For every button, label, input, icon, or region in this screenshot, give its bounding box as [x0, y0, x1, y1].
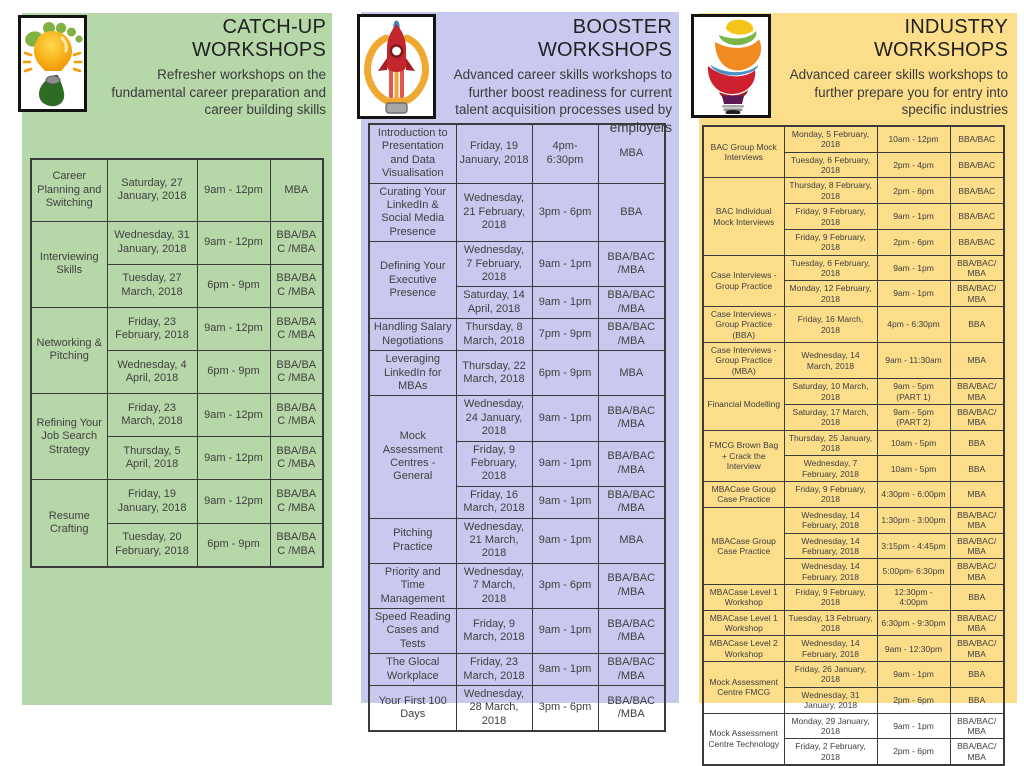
time-cell: 9am - 1pm	[877, 204, 950, 230]
date-cell: Saturday, 14 April, 2018	[456, 287, 532, 319]
date-cell: Saturday, 27 January, 2018	[107, 159, 197, 221]
date-cell: Wednesday, 24 January, 2018	[456, 396, 532, 441]
date-cell: Wednesday, 28 March, 2018	[456, 686, 532, 732]
time-cell: 9am - 1pm	[532, 518, 598, 563]
time-cell: 9am - 12pm	[197, 437, 270, 480]
program-cell: BBA/BAC /MBA	[598, 686, 665, 732]
program-cell: BBA/BAC/ MBA	[950, 636, 1004, 662]
date-cell: Wednesday, 14 February, 2018	[784, 533, 877, 559]
workshop-name-cell: MBACase Level 2 Workshop	[703, 636, 784, 662]
program-cell: BBA	[950, 584, 1004, 610]
booster-title: BOOSTER WORKSHOPS	[537, 16, 672, 61]
program-cell: BBA	[950, 307, 1004, 343]
date-cell: Friday, 23 March, 2018	[456, 654, 532, 686]
workshop-row	[369, 124, 665, 183]
workshop-row	[703, 343, 1004, 379]
time-cell: 10am - 5pm	[877, 430, 950, 456]
time-cell: 3pm - 6pm	[532, 686, 598, 732]
workshop-row	[31, 480, 323, 523]
time-cell: 9am - 12:30pm	[877, 636, 950, 662]
workshop-name-cell: Case Interviews - Group Practice (MBA)	[703, 343, 784, 379]
date-cell: Wednesday, 31 January, 2018	[784, 687, 877, 713]
program-cell: BBA/BAC /MBA	[598, 609, 665, 654]
program-cell: BBA/BAC /MBA	[598, 287, 665, 319]
date-cell: Friday, 9 February, 2018	[784, 584, 877, 610]
program-cell: BBA/BAC /MBA	[598, 396, 665, 441]
workshop-name-cell: MBACase Level 1 Workshop	[703, 610, 784, 636]
time-cell: 4pm - 6:30pm	[877, 307, 950, 343]
program-cell: BBA/BAC /MBA	[598, 319, 665, 351]
booster-schedule-table	[368, 123, 666, 732]
workshop-name-cell: Curating Your LinkedIn & Social Media Presence	[369, 183, 456, 242]
workshop-row	[369, 396, 665, 441]
date-cell: Saturday, 10 March, 2018	[784, 379, 877, 405]
booster-header	[445, 16, 672, 136]
time-cell: 1:30pm - 3:00pm	[877, 507, 950, 533]
time-cell: 9am - 1pm	[877, 255, 950, 281]
date-cell: Thursday, 25 January, 2018	[784, 430, 877, 456]
workshop-name-cell: BAC Group Mock Interviews	[703, 126, 784, 178]
program-cell: MBA	[598, 351, 665, 396]
time-cell: 9am - 12pm	[197, 159, 270, 221]
workshop-row	[703, 126, 1004, 152]
workshop-name-cell: Priority and Time Management	[369, 563, 456, 608]
program-cell: BBA/BAC /MBA	[270, 437, 323, 480]
workshop-row	[703, 482, 1004, 508]
workshop-name-cell: Mock Assessment Centres - General	[369, 396, 456, 518]
date-cell: Friday, 19 January, 2018	[107, 480, 197, 523]
time-cell: 9am - 1pm	[532, 654, 598, 686]
time-cell: 2pm - 4pm	[877, 152, 950, 178]
date-cell: Tuesday, 6 February, 2018	[784, 152, 877, 178]
catchup-description: Refresher workshops on the fundamental career preparation and career building skills	[111, 67, 326, 118]
date-cell: Wednesday, 21 February, 2018	[456, 183, 532, 242]
time-cell: 10am - 5pm	[877, 456, 950, 482]
program-cell: BBA/BAC	[950, 204, 1004, 230]
catchup-title: CATCH-UP WORKSHOPS	[191, 16, 326, 61]
program-cell: BBA/BAC	[950, 178, 1004, 204]
workshop-row	[31, 159, 323, 221]
workshop-row	[369, 242, 665, 287]
time-cell: 9am - 5pm (PART 1)	[877, 379, 950, 405]
workshop-name-cell: Your First 100 Days	[369, 686, 456, 732]
time-cell: 9am - 1pm	[877, 281, 950, 307]
time-cell: 9am - 1pm	[532, 287, 598, 319]
time-cell: 6pm - 9pm	[532, 351, 598, 396]
date-cell: Wednesday, 4 April, 2018	[107, 350, 197, 393]
date-cell: Friday, 23 March, 2018	[107, 394, 197, 437]
workshop-row	[369, 654, 665, 686]
workshop-name-cell: MBACase Level 1 Workshop	[703, 584, 784, 610]
time-cell: 3pm - 6pm	[532, 563, 598, 608]
program-cell: BBA	[950, 430, 1004, 456]
time-cell: 6pm - 9pm	[197, 523, 270, 567]
program-cell: BBA/BAC /MBA	[598, 441, 665, 486]
industry-header	[770, 16, 1008, 119]
program-cell: MBA	[950, 482, 1004, 508]
date-cell: Friday, 9 March, 2018	[456, 609, 532, 654]
workshop-row	[703, 584, 1004, 610]
program-cell: BBA	[950, 662, 1004, 688]
time-cell: 6pm - 9pm	[197, 350, 270, 393]
date-cell: Tuesday, 20 February, 2018	[107, 523, 197, 567]
time-cell: 9am - 12pm	[197, 307, 270, 350]
workshop-row	[703, 662, 1004, 688]
footprint-lightbulb-graphic	[22, 19, 83, 108]
date-cell: Friday, 2 February, 2018	[784, 739, 877, 765]
time-cell: 9am - 1pm	[877, 662, 950, 688]
program-cell: BBA	[950, 456, 1004, 482]
date-cell: Thursday, 5 April, 2018	[107, 437, 197, 480]
time-cell: 9am - 1pm	[532, 441, 598, 486]
date-cell: Wednesday, 14 February, 2018	[784, 507, 877, 533]
date-cell: Wednesday, 7 February, 2018	[784, 456, 877, 482]
workshop-name-cell: MBACase Group Case Practice	[703, 482, 784, 508]
program-cell: BBA/BAC /MBA	[270, 221, 323, 264]
time-cell: 9am - 11:30am	[877, 343, 950, 379]
workshop-name-cell: Introduction to Presentation and Data Visualisation	[369, 124, 456, 183]
date-cell: Thursday, 22 March, 2018	[456, 351, 532, 396]
workshop-row	[703, 255, 1004, 281]
program-cell: BBA/BAC /MBA	[270, 480, 323, 523]
workshop-row	[703, 713, 1004, 739]
program-cell: BBA/BAC /MBA	[598, 242, 665, 287]
program-cell: BBA/BAC /MBA	[270, 523, 323, 567]
workshop-name-cell: Mock Assessment Centre FMCG	[703, 662, 784, 713]
date-cell: Tuesday, 6 February, 2018	[784, 255, 877, 281]
time-cell: 2pm - 6pm	[877, 178, 950, 204]
workshop-name-cell: FMCG Brown Bag + Crack the Interview	[703, 430, 784, 481]
time-cell: 9am - 1pm	[532, 486, 598, 518]
time-cell: 9am - 1pm	[877, 713, 950, 739]
program-cell: BBA/BAC	[950, 152, 1004, 178]
workshop-row	[703, 636, 1004, 662]
program-cell: BBA/BAC /MBA	[598, 563, 665, 608]
program-cell: BBA/BAC /MBA	[270, 307, 323, 350]
workshop-name-cell: Interviewing Skills	[31, 221, 107, 307]
program-cell: MBA	[950, 343, 1004, 379]
time-cell: 2pm - 6pm	[877, 739, 950, 765]
workshop-row	[703, 379, 1004, 405]
workshop-row	[369, 609, 665, 654]
date-cell: Wednesday, 7 March, 2018	[456, 563, 532, 608]
workshop-name-cell: Financial Modelling	[703, 379, 784, 430]
time-cell: 9am - 12pm	[197, 480, 270, 523]
time-cell: 7pm - 9pm	[532, 319, 598, 351]
catchup-header	[100, 16, 326, 119]
date-cell: Friday, 9 February, 2018	[784, 204, 877, 230]
date-cell: Wednesday, 31 January, 2018	[107, 221, 197, 264]
time-cell: 9am - 12pm	[197, 394, 270, 437]
workshop-name-cell: Mock Assessment Centre Technology	[703, 713, 784, 765]
time-cell: 2pm - 6pm	[877, 687, 950, 713]
workshop-name-cell: Career Planning and Switching	[31, 159, 107, 221]
time-cell: 4pm- 6:30pm	[532, 124, 598, 183]
time-cell: 9am - 1pm	[532, 609, 598, 654]
workshop-row	[369, 319, 665, 351]
workshop-name-cell: Defining Your Executive Presence	[369, 242, 456, 319]
program-cell: BBA/BAC/ MBA	[950, 507, 1004, 533]
rocket-lightbulb-graphic	[361, 18, 432, 115]
date-cell: Friday, 19 January, 2018	[456, 124, 532, 183]
workshop-row	[31, 221, 323, 264]
booster-description: Advanced career skills workshops to further boost readiness for current talent acquisition processes used by employers	[453, 67, 672, 135]
program-cell: BBA	[950, 687, 1004, 713]
time-cell: 5:00pm- 6:30pm	[877, 559, 950, 585]
industry-title: INDUSTRY WORKSHOPS	[873, 16, 1008, 61]
program-cell: BBA/BAC /MBA	[270, 264, 323, 307]
date-cell: Wednesday, 14 February, 2018	[784, 559, 877, 585]
time-cell: 3pm - 6pm	[532, 183, 598, 242]
workshop-name-cell: Refining Your Job Search Strategy	[31, 394, 107, 480]
workshop-row	[703, 507, 1004, 533]
workshop-name-cell: Handling Salary Negotiations	[369, 319, 456, 351]
program-cell: BBA/BAC/ MBA	[950, 255, 1004, 281]
date-cell: Wednesday, 14 March, 2018	[784, 343, 877, 379]
program-cell: BBA	[598, 183, 665, 242]
time-cell: 2pm - 6pm	[877, 229, 950, 255]
date-cell: Friday, 23 February, 2018	[107, 307, 197, 350]
date-cell: Friday, 9 February, 2018	[784, 482, 877, 508]
time-cell: 10am - 12pm	[877, 126, 950, 152]
date-cell: Thursday, 8 March, 2018	[456, 319, 532, 351]
program-cell: BBA/BAC /MBA	[598, 486, 665, 518]
workshop-row	[31, 394, 323, 437]
workshop-name-cell: MBACase Group Case Practice	[703, 507, 784, 584]
program-cell: BBA/BAC /MBA	[270, 394, 323, 437]
time-cell: 9am - 1pm	[532, 396, 598, 441]
program-cell: BBA/BAC/ MBA	[950, 713, 1004, 739]
workshop-row	[703, 307, 1004, 343]
time-cell: 9am - 5pm (PART 2)	[877, 404, 950, 430]
workshop-name-cell: Case Interviews - Group Practice	[703, 255, 784, 306]
industry-schedule-table	[702, 125, 1005, 766]
program-cell: BBA/BAC/ MBA	[950, 739, 1004, 765]
date-cell: Friday, 9 February, 2018	[784, 229, 877, 255]
time-cell: 12:30pm - 4:00pm	[877, 584, 950, 610]
time-cell: 9am - 1pm	[532, 242, 598, 287]
date-cell: Friday, 9 February, 2018	[456, 441, 532, 486]
workshop-name-cell: Speed Reading Cases and Tests	[369, 609, 456, 654]
rocket-lightbulb-icon	[357, 14, 436, 119]
workshop-row	[703, 430, 1004, 456]
workshop-row	[369, 351, 665, 396]
date-cell: Wednesday, 7 February, 2018	[456, 242, 532, 287]
date-cell: Friday, 16 March, 2018	[456, 486, 532, 518]
workshop-name-cell: Resume Crafting	[31, 480, 107, 567]
time-cell: 9am - 12pm	[197, 221, 270, 264]
program-cell: BBA/BAC /MBA	[598, 654, 665, 686]
date-cell: Friday, 16 March, 2018	[784, 307, 877, 343]
date-cell: Wednesday, 21 March, 2018	[456, 518, 532, 563]
time-cell: 3:15pm - 4:45pm	[877, 533, 950, 559]
program-cell: BBA/BAC/ MBA	[950, 559, 1004, 585]
workshop-name-cell: Case Interviews - Group Practice (BBA)	[703, 307, 784, 343]
workshop-row	[369, 686, 665, 732]
workshop-row	[369, 563, 665, 608]
workshop-name-cell: Leveraging LinkedIn for MBAs	[369, 351, 456, 396]
date-cell: Friday, 26 January, 2018	[784, 662, 877, 688]
program-cell: BBA/BAC/ MBA	[950, 404, 1004, 430]
workshop-name-cell: Networking & Pitching	[31, 307, 107, 393]
date-cell: Saturday, 17 March, 2018	[784, 404, 877, 430]
date-cell: Thursday, 8 February, 2018	[784, 178, 877, 204]
ribbon-lightbulb-icon	[691, 14, 771, 118]
workshop-name-cell: The Glocal Workplace	[369, 654, 456, 686]
workshop-row	[703, 178, 1004, 204]
date-cell: Wednesday, 14 February, 2018	[784, 636, 877, 662]
footprint-lightbulb-icon	[18, 15, 87, 112]
program-cell: MBA	[598, 124, 665, 183]
program-cell: BBA/BAC	[950, 229, 1004, 255]
workshop-row	[369, 183, 665, 242]
date-cell: Tuesday, 27 March, 2018	[107, 264, 197, 307]
workshop-row	[703, 610, 1004, 636]
time-cell: 6:30pm - 9:30pm	[877, 610, 950, 636]
workshop-name-cell: BAC Individual Mock Interviews	[703, 178, 784, 255]
program-cell: BBA/BAC	[950, 126, 1004, 152]
program-cell: MBA	[598, 518, 665, 563]
program-cell: BBA/BAC/ MBA	[950, 533, 1004, 559]
time-cell: 4:30pm - 6:00pm	[877, 482, 950, 508]
ribbon-lightbulb-graphic	[695, 18, 767, 114]
time-cell: 6pm - 9pm	[197, 264, 270, 307]
date-cell: Tuesday, 13 February, 2018	[784, 610, 877, 636]
workshop-name-cell: Pitching Practice	[369, 518, 456, 563]
date-cell: Monday, 29 January, 2018	[784, 713, 877, 739]
industry-description: Advanced career skills workshops to further prepare you for entry into specific industries	[789, 67, 1008, 118]
program-cell: BBA/BAC/ MBA	[950, 281, 1004, 307]
program-cell: BBA/BAC /MBA	[270, 350, 323, 393]
date-cell: Monday, 5 February, 2018	[784, 126, 877, 152]
program-cell: MBA	[270, 159, 323, 221]
catchup-schedule-table	[30, 158, 324, 568]
workshop-row	[31, 307, 323, 350]
program-cell: BBA/BAC/ MBA	[950, 379, 1004, 405]
workshop-row	[369, 518, 665, 563]
date-cell: Monday, 12 February, 2018	[784, 281, 877, 307]
program-cell: BBA/BAC/ MBA	[950, 610, 1004, 636]
